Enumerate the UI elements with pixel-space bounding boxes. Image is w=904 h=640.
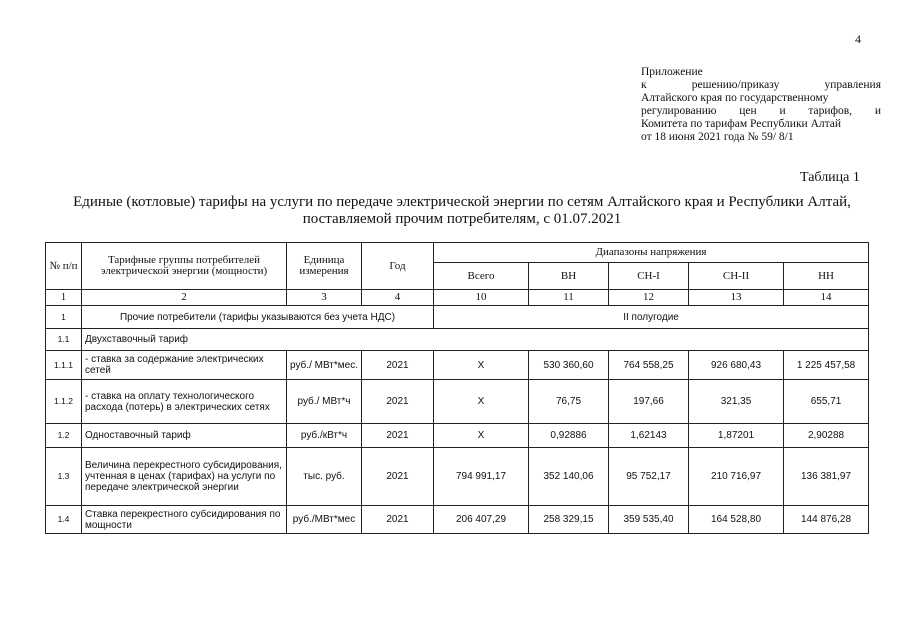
row-unit: руб./ МВт*мес. <box>287 351 362 380</box>
appendix-block <box>641 66 881 144</box>
appendix-word: управления <box>824 79 881 91</box>
col-number: 4 <box>362 290 434 306</box>
table-row <box>46 424 869 448</box>
document-title <box>50 194 874 228</box>
page-number: 4 <box>855 32 861 46</box>
header-row <box>46 243 869 263</box>
row-sn2: 164 528,80 <box>689 506 784 534</box>
row-unit: тыс. руб. <box>287 448 362 506</box>
header-sn2: СН-II <box>689 263 784 290</box>
row-unit: руб./кВт*ч <box>287 424 362 448</box>
row-num: 1.3 <box>46 448 82 506</box>
appendix-word: регулированию <box>641 105 717 117</box>
col-number: 13 <box>689 290 784 306</box>
section-period: II полугодие <box>434 306 869 329</box>
row-total: 206 407,29 <box>434 506 529 534</box>
appendix-word: и <box>874 105 881 117</box>
section-row <box>46 306 869 329</box>
row-nn: 655,71 <box>784 380 869 424</box>
row-total: 794 991,17 <box>434 448 529 506</box>
appendix-word: и <box>779 105 786 117</box>
row-nn: 144 876,28 <box>784 506 869 534</box>
appendix-line-1: Приложение <box>641 66 703 78</box>
table-label: Таблица 1 <box>800 170 860 185</box>
section-label: Прочие потребители (тарифы указываются без учета НДС) <box>82 306 434 329</box>
row-year: 2021 <box>362 380 434 424</box>
row-sn2: 926 680,43 <box>689 351 784 380</box>
row-year: 2021 <box>362 448 434 506</box>
row-name: - ставка на оплату технологического расхода (потерь) в электрических сетях <box>82 380 287 424</box>
section-num: 1 <box>46 306 82 329</box>
row-vn: 530 360,60 <box>529 351 609 380</box>
row-sn1: 197,66 <box>609 380 689 424</box>
row-sn1: 359 535,40 <box>609 506 689 534</box>
appendix-line-2 <box>641 79 881 92</box>
row-year: 2021 <box>362 424 434 448</box>
row-name: - ставка за содержание электрических сетей <box>82 351 287 380</box>
col-number: 3 <box>287 290 362 306</box>
tariffs-table <box>45 242 869 534</box>
row-num: 1.4 <box>46 506 82 534</box>
row-sn2: 210 716,97 <box>689 448 784 506</box>
title-line-2: поставляемой прочим потребителям, с 01.07.2021 <box>302 211 622 227</box>
row-nn: 2,90288 <box>784 424 869 448</box>
row-num: 1.1.1 <box>46 351 82 380</box>
appendix-word: тарифов, <box>808 105 853 117</box>
header-vn: ВН <box>529 263 609 290</box>
row-num: 1.1.2 <box>46 380 82 424</box>
row-unit: руб./МВт*мес <box>287 506 362 534</box>
appendix-word: к <box>641 79 647 91</box>
col-number: 14 <box>784 290 869 306</box>
row-nn: 1 225 457,58 <box>784 351 869 380</box>
row-sn1: 95 752,17 <box>609 448 689 506</box>
row-year: 2021 <box>362 506 434 534</box>
row-sn1: 1,62143 <box>609 424 689 448</box>
header-ranges: Диапазоны напряжения <box>434 243 869 263</box>
row-name: Ставка перекрестного субсидирования по мощности <box>82 506 287 534</box>
appendix-line-5: Комитета по тарифам Республики Алтай <box>641 118 842 130</box>
row-vn: 0,92886 <box>529 424 609 448</box>
header-groups: Тарифные группы потребителей электрической энергии (мощности) <box>82 243 287 290</box>
appendix-word: решению/приказу <box>691 79 780 91</box>
appendix-line-6: от 18 июня 2021 года № 59/ 8/1 <box>641 131 794 143</box>
header-year: Год <box>362 243 434 290</box>
row-unit: руб./ МВт*ч <box>287 380 362 424</box>
table-row <box>46 448 869 506</box>
title-line-1: Единые (котловые) тарифы на услуги по передаче электрической энергии по сетям Алтайского края и Республики Алтай, <box>73 194 851 210</box>
subsection-label: Двухставочный тариф <box>82 329 869 351</box>
row-total: Х <box>434 351 529 380</box>
col-number: 11 <box>529 290 609 306</box>
row-nn: 136 381,97 <box>784 448 869 506</box>
header-nn: НН <box>784 263 869 290</box>
row-year: 2021 <box>362 351 434 380</box>
subsection-row <box>46 329 869 351</box>
row-vn: 258 329,15 <box>529 506 609 534</box>
column-number-row <box>46 290 869 306</box>
col-number: 12 <box>609 290 689 306</box>
row-sn2: 321,35 <box>689 380 784 424</box>
table-row <box>46 380 869 424</box>
row-num: 1.2 <box>46 424 82 448</box>
row-sn1: 764 558,25 <box>609 351 689 380</box>
col-number: 10 <box>434 290 529 306</box>
row-sn2: 1,87201 <box>689 424 784 448</box>
row-vn: 352 140,06 <box>529 448 609 506</box>
subsection-num: 1.1 <box>46 329 82 351</box>
table-row <box>46 351 869 380</box>
row-name: Величина перекрестного субсидирования, учтенная в ценах (тарифах) на услуги по передаче электрической энергии <box>82 448 287 506</box>
row-total: Х <box>434 424 529 448</box>
row-total: Х <box>434 380 529 424</box>
header-total: Всего <box>434 263 529 290</box>
table-row <box>46 506 869 534</box>
header-num: № п/п <box>46 243 82 290</box>
appendix-line-3: Алтайского края по государственному <box>641 92 829 104</box>
appendix-line-4 <box>641 105 881 118</box>
row-vn: 76,75 <box>529 380 609 424</box>
header-sn1: СН-I <box>609 263 689 290</box>
header-unit: Единица измерения <box>287 243 362 290</box>
appendix-word: цен <box>739 105 757 117</box>
col-number: 1 <box>46 290 82 306</box>
row-name: Одноставочный тариф <box>82 424 287 448</box>
col-number: 2 <box>82 290 287 306</box>
